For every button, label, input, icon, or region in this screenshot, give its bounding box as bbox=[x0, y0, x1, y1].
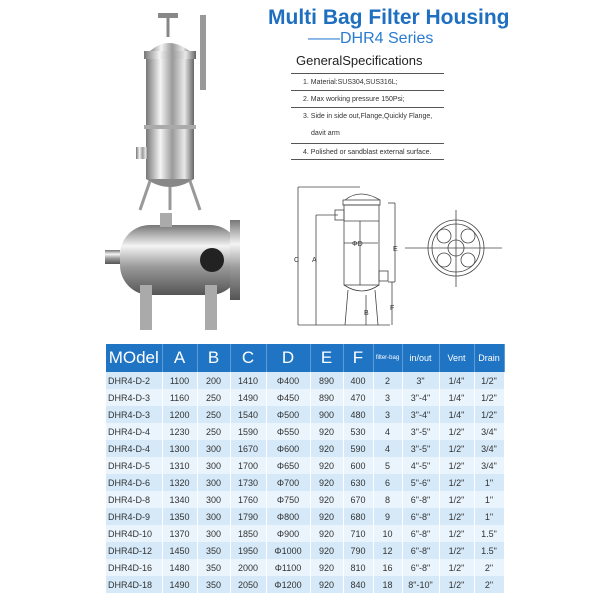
dim-label-c: C bbox=[294, 257, 300, 264]
table-cell: 16 bbox=[373, 559, 402, 576]
table-row bbox=[106, 389, 504, 406]
table-row bbox=[106, 542, 504, 559]
table-cell: 3 bbox=[373, 389, 402, 406]
table-row bbox=[106, 440, 504, 457]
column-header: in/out bbox=[402, 344, 439, 372]
spec-item-3-line2: davit arm bbox=[311, 130, 340, 137]
table-cell: Φ800 bbox=[266, 508, 310, 525]
table-cell: 890 bbox=[310, 389, 343, 406]
table-cell: 1.5" bbox=[474, 542, 504, 559]
table-cell: 6"-8" bbox=[402, 525, 439, 542]
spec-item-3 bbox=[291, 107, 444, 142]
horizontal-housing-photo bbox=[105, 213, 240, 330]
table-cell: 1/2" bbox=[474, 372, 504, 389]
table-cell: 670 bbox=[343, 491, 373, 508]
table-cell: 790 bbox=[343, 542, 373, 559]
table-cell: 920 bbox=[310, 559, 343, 576]
table-cell: DHR4-D-4 bbox=[106, 440, 162, 457]
table-cell: DHR4-D-3 bbox=[106, 389, 162, 406]
specs-heading: GeneralSpecifications bbox=[296, 53, 423, 68]
table-cell: 3/4" bbox=[474, 423, 504, 440]
table-cell: 480 bbox=[343, 406, 373, 423]
table-cell: DHR4-D-2 bbox=[106, 372, 162, 389]
table-cell: 3"-4" bbox=[402, 389, 439, 406]
column-header: F bbox=[343, 344, 373, 372]
table-cell: 18 bbox=[373, 576, 402, 593]
spec-item-4: 4. Polished or sandblast external surface. bbox=[291, 143, 444, 160]
table-cell: 1480 bbox=[162, 559, 197, 576]
table-cell: 890 bbox=[310, 372, 343, 389]
column-header: A bbox=[162, 344, 197, 372]
table-cell: 250 bbox=[197, 406, 230, 423]
table-cell: 680 bbox=[343, 508, 373, 525]
table-cell: 1340 bbox=[162, 491, 197, 508]
table-cell: 3"-5" bbox=[402, 440, 439, 457]
table-cell: 1850 bbox=[230, 525, 266, 542]
table-cell: 10 bbox=[373, 525, 402, 542]
column-header: Vent bbox=[439, 344, 474, 372]
table-cell: 810 bbox=[343, 559, 373, 576]
table-cell: 2" bbox=[474, 576, 504, 593]
table-cell: 470 bbox=[343, 389, 373, 406]
table-cell: 200 bbox=[197, 372, 230, 389]
table-cell: 300 bbox=[197, 457, 230, 474]
table-cell: 1490 bbox=[230, 389, 266, 406]
table-cell: Φ1100 bbox=[266, 559, 310, 576]
column-header: MOdel bbox=[106, 344, 162, 372]
table-cell: 1/2" bbox=[439, 525, 474, 542]
table-cell: 1/2" bbox=[439, 542, 474, 559]
table-cell: 1.5" bbox=[474, 525, 504, 542]
table-cell: 4 bbox=[373, 423, 402, 440]
table-cell: 6"-8" bbox=[402, 508, 439, 525]
table-cell: 1100 bbox=[162, 372, 197, 389]
table-cell: Φ900 bbox=[266, 525, 310, 542]
table-cell: 920 bbox=[310, 457, 343, 474]
table-cell: 300 bbox=[197, 525, 230, 542]
table-cell: 1/2" bbox=[439, 440, 474, 457]
table-cell: 2" bbox=[474, 559, 504, 576]
table-cell: 710 bbox=[343, 525, 373, 542]
table-cell: 350 bbox=[197, 576, 230, 593]
table-cell: 250 bbox=[197, 423, 230, 440]
column-header: C bbox=[230, 344, 266, 372]
table-cell: 1200 bbox=[162, 406, 197, 423]
table-cell: Φ700 bbox=[266, 474, 310, 491]
dim-label-f: F bbox=[390, 305, 395, 312]
table-cell: 1/2" bbox=[439, 559, 474, 576]
table-cell: 1350 bbox=[162, 508, 197, 525]
table-row bbox=[106, 474, 504, 491]
table-cell: Φ450 bbox=[266, 389, 310, 406]
table-cell: 920 bbox=[310, 423, 343, 440]
table-row bbox=[106, 372, 504, 389]
table-cell: 920 bbox=[310, 525, 343, 542]
table-row bbox=[106, 559, 504, 576]
table-cell: 4 bbox=[373, 440, 402, 457]
table-cell: 1/4" bbox=[439, 406, 474, 423]
table-cell: 350 bbox=[197, 542, 230, 559]
table-cell: DHR4-D-4 bbox=[106, 423, 162, 440]
table-cell: 6"-8" bbox=[402, 491, 439, 508]
table-cell: Φ550 bbox=[266, 423, 310, 440]
table-cell: 1790 bbox=[230, 508, 266, 525]
table-cell: 1" bbox=[474, 491, 504, 508]
table-cell: 1310 bbox=[162, 457, 197, 474]
table-cell: 8 bbox=[373, 491, 402, 508]
table-row bbox=[106, 457, 504, 474]
table-cell: 1/2" bbox=[439, 474, 474, 491]
dim-label-b: B bbox=[364, 310, 369, 317]
table-row bbox=[106, 423, 504, 440]
table-cell: Φ400 bbox=[266, 372, 310, 389]
table-cell: 300 bbox=[197, 474, 230, 491]
table-cell: 1/2" bbox=[439, 457, 474, 474]
table-cell: 900 bbox=[310, 406, 343, 423]
table-cell: 2 bbox=[373, 372, 402, 389]
table-cell: DHR4-D-9 bbox=[106, 508, 162, 525]
table-cell: DHR4-D-3 bbox=[106, 406, 162, 423]
page-title: Multi Bag Filter Housing bbox=[268, 6, 510, 29]
table-cell: 3" bbox=[402, 372, 439, 389]
spec-item-2: 2. Max working pressure 150Psi; bbox=[291, 90, 444, 107]
table-cell: 920 bbox=[310, 508, 343, 525]
table-cell: 1700 bbox=[230, 457, 266, 474]
column-header: D bbox=[266, 344, 310, 372]
table-cell: DHR4D-18 bbox=[106, 576, 162, 593]
table-cell: 1/2" bbox=[474, 406, 504, 423]
dim-label-d: ΦD bbox=[352, 241, 363, 248]
table-cell: 1590 bbox=[230, 423, 266, 440]
table-cell: 920 bbox=[310, 576, 343, 593]
column-header: Drain bbox=[474, 344, 504, 372]
table-cell: 300 bbox=[197, 491, 230, 508]
table-cell: DHR4D-12 bbox=[106, 542, 162, 559]
table-row bbox=[106, 576, 504, 593]
table-cell: 1300 bbox=[162, 440, 197, 457]
table-cell: 6"-8" bbox=[402, 559, 439, 576]
table-cell: Φ650 bbox=[266, 457, 310, 474]
table-cell: DHR4-D-5 bbox=[106, 457, 162, 474]
table-cell: 8"-10" bbox=[402, 576, 439, 593]
table-cell: 3"-5" bbox=[402, 423, 439, 440]
table-cell: Φ750 bbox=[266, 491, 310, 508]
table-cell: 1" bbox=[474, 508, 504, 525]
table-cell: 630 bbox=[343, 474, 373, 491]
table-cell: 1730 bbox=[230, 474, 266, 491]
dim-label-a: A bbox=[312, 257, 317, 264]
table-cell: Φ600 bbox=[266, 440, 310, 457]
table-cell: 1/4" bbox=[439, 372, 474, 389]
table-row bbox=[106, 508, 504, 525]
table-cell: 530 bbox=[343, 423, 373, 440]
table-cell: 920 bbox=[310, 491, 343, 508]
table-cell: 3 bbox=[373, 406, 402, 423]
table-cell: 400 bbox=[343, 372, 373, 389]
table-cell: 1/2" bbox=[439, 576, 474, 593]
table-cell: 920 bbox=[310, 542, 343, 559]
table-row bbox=[106, 491, 504, 508]
table-cell: DHR4D-10 bbox=[106, 525, 162, 542]
table-cell: 1160 bbox=[162, 389, 197, 406]
column-header: filter-bag bbox=[373, 344, 402, 372]
spec-item-3-line1: 3. Side in side out,Flange,Quickly Flange, bbox=[303, 113, 433, 120]
table-cell: 300 bbox=[197, 508, 230, 525]
table-row bbox=[106, 525, 504, 542]
table-cell: 600 bbox=[343, 457, 373, 474]
table-cell: 3"-4" bbox=[402, 406, 439, 423]
table-cell: 9 bbox=[373, 508, 402, 525]
table-cell: DHR4D-16 bbox=[106, 559, 162, 576]
vertical-housing-photo bbox=[136, 13, 206, 210]
table-cell: 1320 bbox=[162, 474, 197, 491]
table-cell: 1670 bbox=[230, 440, 266, 457]
table-cell: 5 bbox=[373, 457, 402, 474]
table-cell: 2050 bbox=[230, 576, 266, 593]
table-cell: 1/2" bbox=[439, 508, 474, 525]
table-cell: 350 bbox=[197, 559, 230, 576]
table-cell: 840 bbox=[343, 576, 373, 593]
technical-drawing bbox=[280, 170, 520, 335]
table-cell: 1450 bbox=[162, 542, 197, 559]
table-cell: 1/2" bbox=[439, 423, 474, 440]
series-subtitle: ——DHR4 Series bbox=[308, 30, 434, 47]
table-cell: 12 bbox=[373, 542, 402, 559]
table-cell: Φ500 bbox=[266, 406, 310, 423]
table-cell: 1230 bbox=[162, 423, 197, 440]
table-cell: 5"-6" bbox=[402, 474, 439, 491]
table-cell: 590 bbox=[343, 440, 373, 457]
table-cell: 3/4" bbox=[474, 457, 504, 474]
table-cell: 1540 bbox=[230, 406, 266, 423]
table-cell: 1/2" bbox=[474, 389, 504, 406]
table-cell: 1950 bbox=[230, 542, 266, 559]
column-header: E bbox=[310, 344, 343, 372]
table-cell: 3/4" bbox=[474, 440, 504, 457]
table-cell: 6 bbox=[373, 474, 402, 491]
table-cell: 1410 bbox=[230, 372, 266, 389]
table-cell: 1/2" bbox=[439, 491, 474, 508]
spec-item-1: 1. Material:SUS304,SUS316L; bbox=[291, 73, 444, 90]
table-cell: 300 bbox=[197, 440, 230, 457]
table-cell: 2000 bbox=[230, 559, 266, 576]
table-cell: Φ1200 bbox=[266, 576, 310, 593]
table-cell: 920 bbox=[310, 440, 343, 457]
table-cell: 1/4" bbox=[439, 389, 474, 406]
product-photos bbox=[100, 5, 280, 335]
table-cell: Φ1000 bbox=[266, 542, 310, 559]
column-header: B bbox=[197, 344, 230, 372]
table-cell: 1760 bbox=[230, 491, 266, 508]
table-cell: 1" bbox=[474, 474, 504, 491]
table-row bbox=[106, 406, 504, 423]
table-cell: 1370 bbox=[162, 525, 197, 542]
table-cell: DHR4-D-6 bbox=[106, 474, 162, 491]
spec-table bbox=[106, 344, 505, 593]
table-cell: 1490 bbox=[162, 576, 197, 593]
table-cell: DHR4-D-8 bbox=[106, 491, 162, 508]
table-cell: 920 bbox=[310, 474, 343, 491]
table-cell: 4"-5" bbox=[402, 457, 439, 474]
dim-label-e: E bbox=[393, 246, 398, 253]
table-cell: 250 bbox=[197, 389, 230, 406]
table-cell: 6"-8" bbox=[402, 542, 439, 559]
